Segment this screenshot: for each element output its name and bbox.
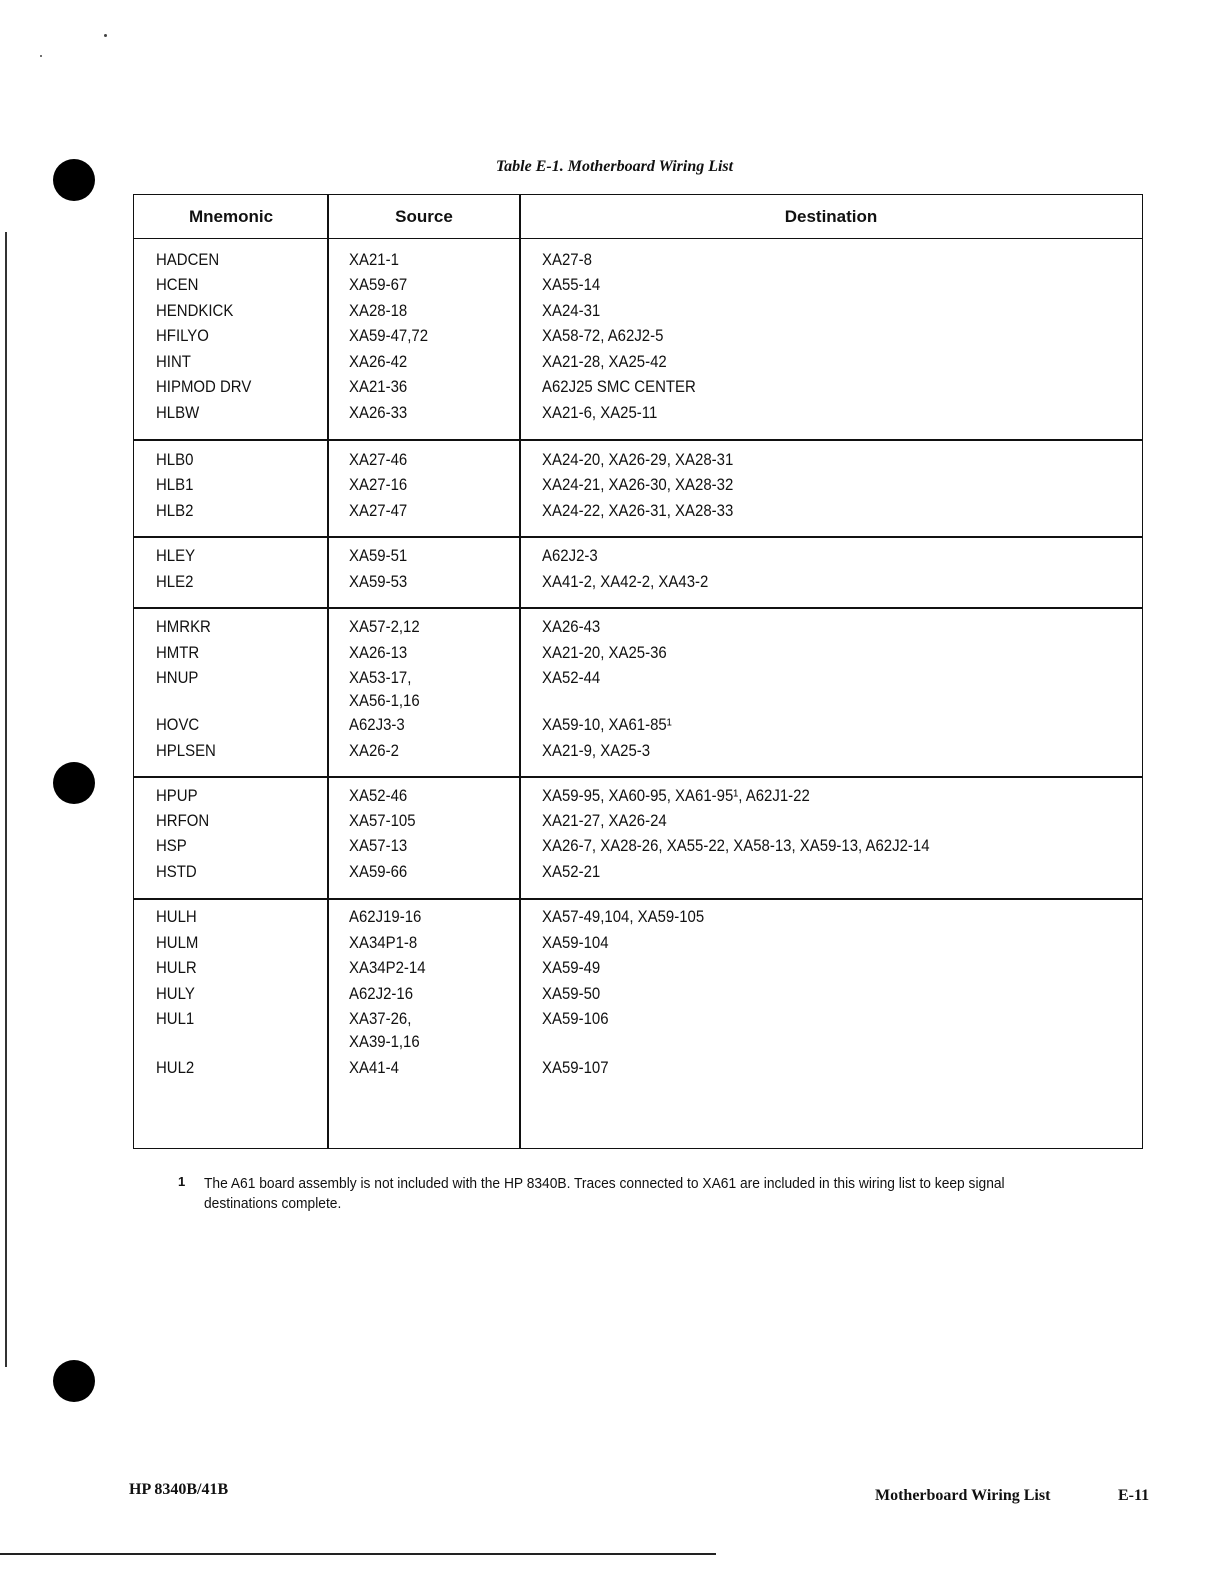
cell-source: XA21-36 [349, 377, 408, 396]
wiring-table [133, 194, 1143, 1149]
cell-source: XA27-47 [349, 501, 408, 520]
group-divider [134, 776, 1142, 778]
cell-destination: A62J2-3 [542, 546, 598, 565]
cell-destination: XA21-6, XA25-11 [542, 403, 658, 422]
cell-destination: XA59-104 [542, 933, 609, 952]
cell-source: A62J19-16 [349, 907, 422, 926]
scan-speck [104, 34, 107, 37]
cell-destination: XA55-14 [542, 275, 601, 294]
footer-section-title: Motherboard Wiring List [875, 1487, 1051, 1504]
cell-source: XA34P1-8 [349, 933, 418, 952]
cell-source: XA52-46 [349, 786, 408, 805]
cell-source: XA26-33 [349, 403, 408, 422]
cell-source: XA41-4 [349, 1058, 399, 1077]
header-source: Source [328, 195, 520, 239]
cell-source: XA59-51 [349, 546, 408, 565]
cell-destination: XA21-9, XA25-3 [542, 741, 651, 760]
cell-mnemonic: HSP [156, 836, 187, 855]
cell-source: XA37-26, [349, 1009, 412, 1028]
cell-mnemonic: HULH [156, 907, 197, 926]
cell-source: XA57-13 [349, 836, 408, 855]
cell-source: XA53-17, [349, 668, 412, 687]
cell-destination: XA57-49,104, XA59-105 [542, 907, 705, 926]
cell-mnemonic: HLEY [156, 546, 196, 565]
cell-source: XA26-13 [349, 643, 408, 662]
cell-mnemonic: HULM [156, 933, 199, 952]
cell-source: XA21-1 [349, 250, 399, 269]
cell-source: XA59-53 [349, 572, 408, 591]
cell-source: XA26-2 [349, 741, 399, 760]
cell-mnemonic: HPUP [156, 786, 198, 805]
punch-hole-bottom [53, 1360, 95, 1402]
cell-destination: XA21-28, XA25-42 [542, 352, 667, 371]
cell-source: XA57-2,12 [349, 617, 420, 636]
cell-destination: XA52-21 [542, 862, 601, 881]
cell-mnemonic: HMRKR [156, 617, 211, 636]
cell-source: XA34P2-14 [349, 958, 426, 977]
cell-mnemonic: HLB1 [156, 475, 194, 494]
cell-source: XA27-16 [349, 475, 408, 494]
cell-source: XA39-1,16 [349, 1032, 420, 1051]
group-divider [134, 536, 1142, 538]
cell-destination: XA41-2, XA42-2, XA43-2 [542, 572, 709, 591]
cell-mnemonic: HLB2 [156, 501, 194, 520]
cell-mnemonic: HENDKICK [156, 301, 234, 320]
cell-destination: XA58-72, A62J2-5 [542, 326, 664, 345]
header-mnemonic: Mnemonic [134, 195, 328, 239]
cell-mnemonic: HCEN [156, 275, 199, 294]
cell-mnemonic: HOVC [156, 715, 200, 734]
cell-mnemonic: HULR [156, 958, 197, 977]
cell-source: XA56-1,16 [349, 691, 420, 710]
cell-mnemonic: HUL2 [156, 1058, 195, 1077]
cell-mnemonic: HPLSEN [156, 741, 216, 760]
cell-destination: XA24-31 [542, 301, 601, 320]
cell-destination: XA21-27, XA26-24 [542, 811, 667, 830]
cell-mnemonic: HRFON [156, 811, 210, 830]
cell-destination: XA27-8 [542, 250, 592, 269]
footer-page-number: E-11 [1118, 1487, 1150, 1504]
cell-mnemonic: HNUP [156, 668, 199, 687]
cell-mnemonic: HADCEN [156, 250, 220, 269]
group-divider [134, 607, 1142, 609]
cell-destination: XA59-107 [542, 1058, 609, 1077]
footer-model: HP 8340B/41B [129, 1481, 229, 1498]
footnote-text: The A61 board assembly is not included with the HP 8340B. Traces connected to XA61 are included in this wiring list to keep signal destinations complete. [204, 1175, 1005, 1212]
cell-source: XA26-42 [349, 352, 408, 371]
cell-mnemonic: HFILYO [156, 326, 209, 345]
cell-destination: XA21-20, XA25-36 [542, 643, 667, 662]
cell-destination: XA24-22, XA26-31, XA28-33 [542, 501, 734, 520]
column-divider [327, 195, 329, 1148]
header-destination: Destination [520, 195, 1142, 239]
cell-source: XA59-67 [349, 275, 408, 294]
cell-source: XA59-66 [349, 862, 408, 881]
cell-mnemonic: HIPMOD DRV [156, 377, 252, 396]
cell-source: XA59-47,72 [349, 326, 429, 345]
table-caption: Table E-1. Motherboard Wiring List [495, 158, 734, 175]
cell-mnemonic: HLE2 [156, 572, 194, 591]
group-divider [134, 439, 1142, 441]
cell-mnemonic: HLB0 [156, 450, 194, 469]
cell-source: A62J2-16 [349, 984, 414, 1003]
cell-destination: XA59-50 [542, 984, 601, 1003]
margin-rule [5, 232, 7, 1367]
cell-source: XA57-105 [349, 811, 416, 830]
cell-destination: XA26-7, XA28-26, XA55-22, XA58-13, XA59-13, A62J2-14 [542, 836, 930, 855]
cell-mnemonic: HUL1 [156, 1009, 195, 1028]
cell-mnemonic: HLBW [156, 403, 200, 422]
footnote-mark: 1 [178, 1174, 186, 1189]
cell-source: XA27-46 [349, 450, 408, 469]
bottom-rule [0, 1553, 716, 1555]
group-divider [134, 898, 1142, 900]
cell-source: XA28-18 [349, 301, 408, 320]
cell-destination: XA59-106 [542, 1009, 609, 1028]
cell-mnemonic: HULY [156, 984, 195, 1003]
cell-mnemonic: HINT [156, 352, 191, 371]
cell-mnemonic: HMTR [156, 643, 200, 662]
cell-destination: XA52-44 [542, 668, 601, 687]
cell-destination: XA59-49 [542, 958, 601, 977]
cell-mnemonic: HSTD [156, 862, 197, 881]
cell-destination: XA24-21, XA26-30, XA28-32 [542, 475, 734, 494]
scan-speck [40, 55, 42, 57]
cell-destination: XA59-10, XA61-85¹ [542, 715, 672, 734]
cell-destination: A62J25 SMC CENTER [542, 377, 696, 396]
column-divider [519, 195, 521, 1148]
cell-destination: XA59-95, XA60-95, XA61-95¹, A62J1-22 [542, 786, 810, 805]
cell-destination: XA24-20, XA26-29, XA28-31 [542, 450, 734, 469]
cell-destination: XA26-43 [542, 617, 601, 636]
punch-hole-middle [53, 762, 95, 804]
cell-source: A62J3-3 [349, 715, 405, 734]
